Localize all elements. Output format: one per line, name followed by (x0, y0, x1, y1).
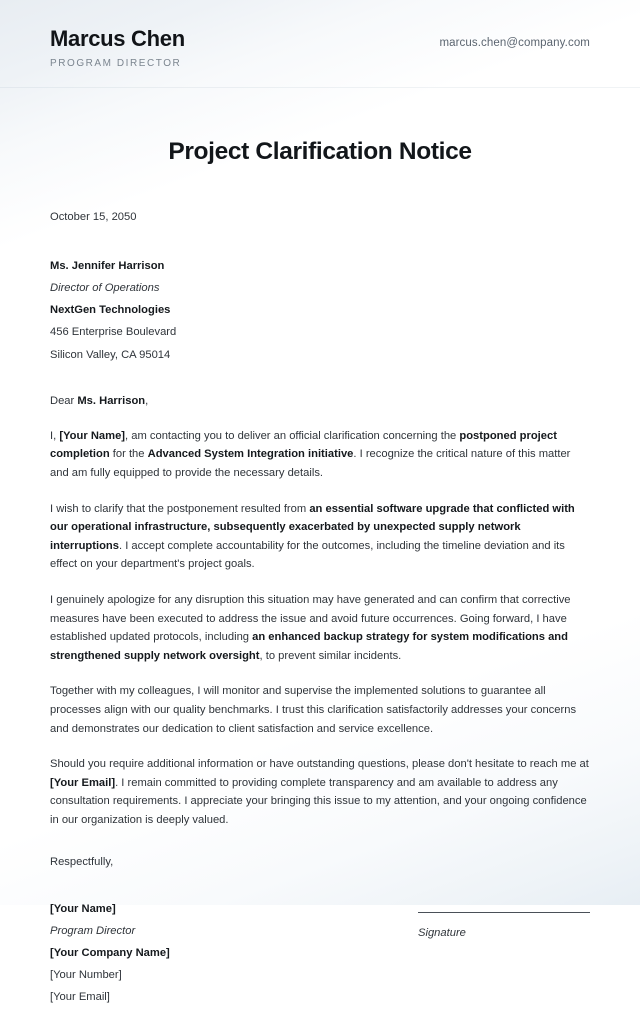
body-text: for the (109, 448, 148, 461)
body-text: I wish to clarify that the postponement resulted from (50, 502, 310, 515)
recipient-title: Director of Operations (50, 282, 160, 294)
emphasis-text: Advanced System Integration initiative (147, 448, 354, 461)
body-text: . I remain committed to providing complete transparency and am available to address any consultation requirements. I appreciate your bringing this issue to my attention, and your ongoing confidence in our organization is deeply valued. (50, 776, 587, 826)
sender-role: PROGRAM DIRECTOR (50, 58, 182, 70)
emphasis-text: [Your Name] (59, 429, 126, 442)
document-body (0, 132, 640, 1009)
body-text: I genuinely apologize for any disruption this situation may have generated and can confirm that corrective measures have been executed to address the issue and avoid future occurrences. Going forward, I have established updated protocols, including (50, 593, 571, 644)
letter-paragraph (50, 591, 590, 665)
signer-email: [Your Email] (50, 991, 110, 1004)
letter-paragraphs (50, 427, 590, 830)
letter-paragraph (50, 682, 590, 738)
emphasis-text: an enhanced backup strategy for system modifications and strengthened supply network oversight (50, 631, 568, 662)
recipient-street: 456 Enterprise Boulevard (50, 326, 177, 339)
body-text: , to prevent similar incidents. (259, 649, 402, 662)
letter-date: October 15, 2050 (50, 210, 137, 223)
letterhead (0, 0, 640, 88)
salutation-name: Ms. Harrison (77, 394, 146, 407)
page-title: Project Clarification Notice (168, 138, 472, 165)
body-text: . I accept complete accountability for the outcomes, including the timeline deviation and its effect on your department's project goals. (50, 539, 565, 571)
signature-block (50, 898, 590, 1009)
sender-name: Marcus Chen (50, 26, 185, 51)
emphasis-text: [Your Email] (50, 776, 116, 789)
emphasis-text: an essential software upgrade that conflicted with our operational infrastructure, subsequently exacerbated by unexpected supply network interruptions (50, 502, 575, 552)
signature-area (418, 912, 590, 942)
closing-line: Respectfully, (50, 855, 114, 868)
signer-role: Program Director (50, 924, 136, 937)
recipient-address-block (50, 255, 590, 366)
recipient-organization: NextGen Technologies (50, 304, 171, 317)
signer-company: [Your Company Name] (50, 947, 170, 959)
salutation (50, 392, 590, 410)
recipient-name: Ms. Jennifer Harrison (50, 259, 165, 272)
body-text: . I recognize the critical nature of this matter and am fully equipped to provide the necessary details. (50, 448, 571, 480)
signature-line[interactable] (418, 912, 590, 913)
letter-paragraph (50, 500, 590, 574)
recipient-city-state-zip: Silicon Valley, CA 95014 (50, 348, 171, 361)
letter-paragraph (50, 755, 590, 829)
signature-label: Signature (418, 926, 466, 939)
letter-paragraph (50, 427, 590, 483)
body-text: Should you require additional information or have outstanding questions, please don't hesitate to reach me at (50, 758, 589, 771)
signer-phone: [Your Number] (50, 969, 122, 982)
body-text: Together with my colleagues, I will monitor and supervise the implemented solutions to guarantee all processes align with our quality benchmarks. I trust this clarification satisfactorily addresses your concerns and demonstrates our dedication to client satisfaction and service excellence. (50, 685, 577, 735)
body-text: I, (50, 429, 60, 442)
letterhead-top-row (50, 26, 590, 51)
signer-name: [Your Name] (50, 902, 116, 915)
salutation-greeting: Dear (50, 394, 78, 407)
salutation-punctuation: , (145, 394, 149, 407)
body-text: , am contacting you to deliver an official clarification concerning the (125, 429, 460, 442)
sender-email[interactable]: marcus.chen@company.com (439, 37, 590, 49)
emphasis-text: postponed project completion (50, 429, 557, 461)
